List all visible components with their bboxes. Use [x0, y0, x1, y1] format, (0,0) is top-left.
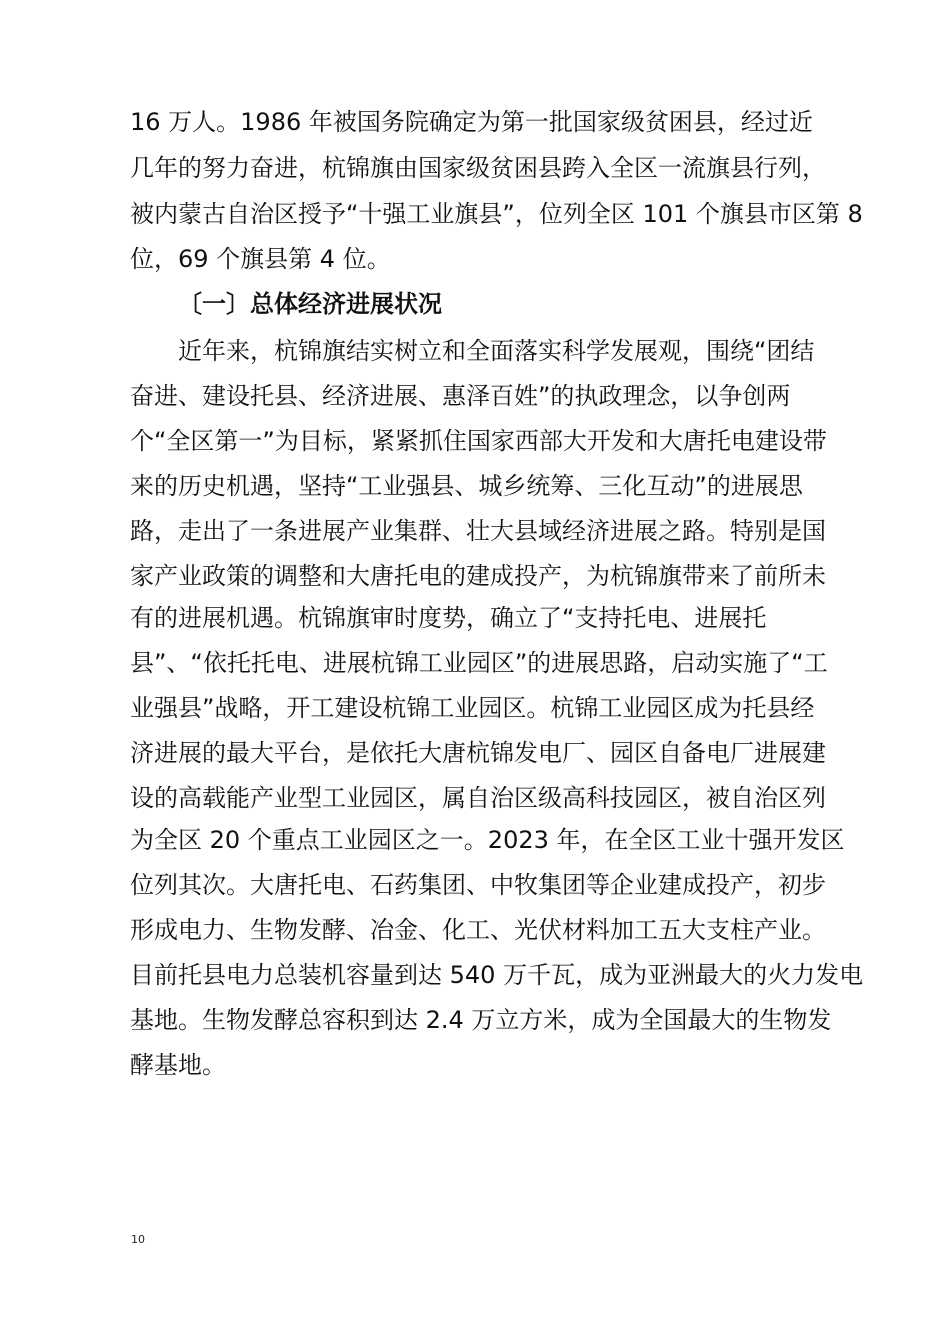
- page-number: 10: [131, 1233, 145, 1246]
- intro-line-3: 被内蒙古自治区授予“十强工业旗县”，位列全区 101 个旗县市区第 8: [130, 200, 863, 228]
- body-line-7: 有的进展机遇。杭锦旗审时度势，确立了“支持托电、进展托: [130, 604, 767, 632]
- body-line-10: 济进展的最大平台，是依托大唐杭锦发电厂、园区自备电厂进展建: [130, 739, 826, 767]
- body-line-5: 路，走出了一条进展产业集群、壮大县域经济进展之路。特别是国: [130, 517, 826, 545]
- body-line-13: 位列其次。大唐托电、石药集团、中牧集团等企业建成投产，初步: [130, 871, 826, 899]
- body-line-2: 奋进、建设托县、经济进展、惠泽百姓”的执政理念，以争创两: [130, 382, 791, 410]
- body-line-9: 业强县”战略，开工建设杭锦工业园区。杭锦工业园区成为托县经: [130, 694, 815, 722]
- body-line-16: 基地。生物发酵总容积到达 2.4 万立方米，成为全国最大的生物发: [130, 1006, 832, 1034]
- body-line-14: 形成电力、生物发酵、冶金、化工、光伏材料加工五大支柱产业。: [130, 916, 826, 944]
- body-line-1: 近年来，杭锦旗结实树立和全面落实科学发展观，围绕“团结: [178, 337, 815, 365]
- body-line-15: 目前托县电力总装机容量到达 540 万千瓦，成为亚洲最大的火力发电: [130, 961, 864, 989]
- body-line-12: 为全区 20 个重点工业园区之一。2023 年，在全区工业十强开发区: [130, 826, 845, 854]
- body-line-4: 来的历史机遇，坚持“工业强县、城乡统筹、三化互动”的进展思: [130, 472, 803, 500]
- body-line-3: 个“全区第一”为目标，紧紧抓住国家西部大开发和大唐托电建设带: [130, 427, 827, 455]
- body-line-6: 家产业政策的调整和大唐托电的建成投产，为杭锦旗带来了前所未: [130, 562, 826, 590]
- intro-line-4: 位，69 个旗县第 4 位。: [130, 245, 391, 273]
- section-heading: 〔一〕总体经济进展状况: [178, 290, 442, 318]
- intro-line-1: 16 万人。1986 年被国务院确定为第一批国家级贫困县，经过近: [130, 108, 813, 136]
- body-line-17: 酵基地。: [130, 1051, 226, 1079]
- body-line-8: 县”、“依托托电、进展杭锦工业园区”的进展思路，启动实施了“工: [130, 649, 828, 677]
- intro-line-2: 几年的努力奋进，杭锦旗由国家级贫困县跨入全区一流旗县行列，: [130, 154, 826, 182]
- body-line-11: 设的高载能产业型工业园区，属自治区级高科技园区，被自治区列: [130, 784, 826, 812]
